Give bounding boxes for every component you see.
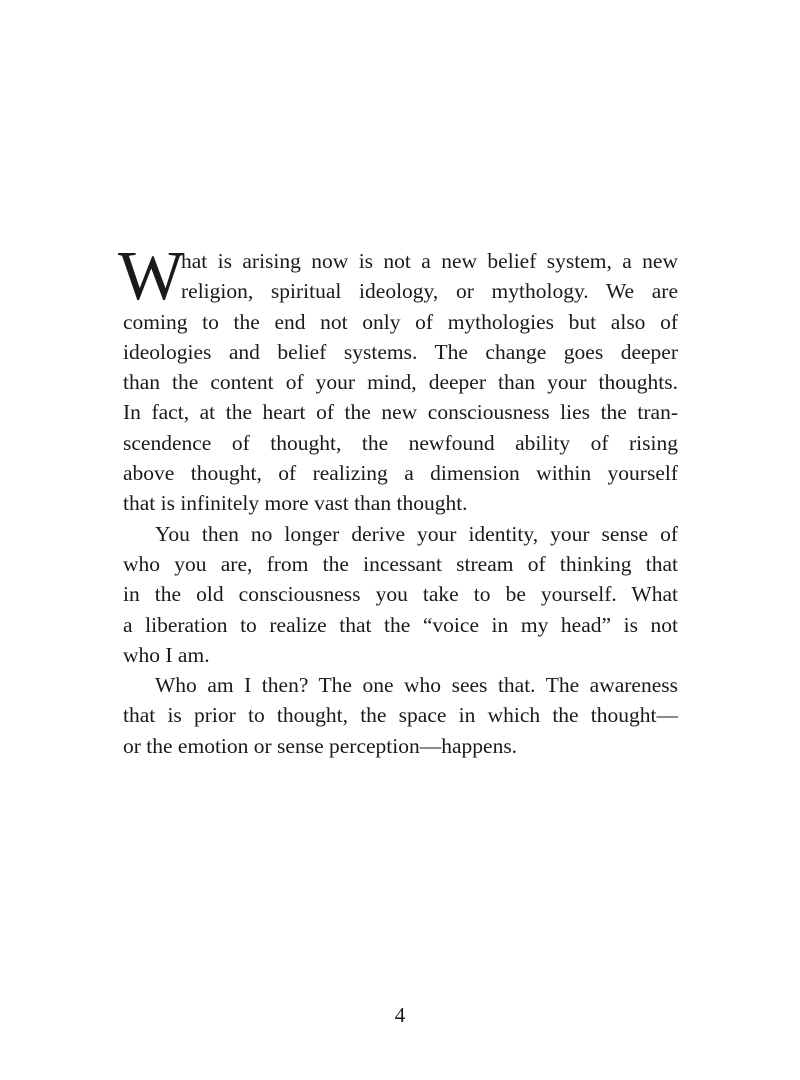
text-line: scendence of thought, the newfound ability of rising: [123, 430, 678, 455]
text-line: that is prior to thought, the space in which the thought—: [123, 703, 678, 728]
text-line: ideologies and belief systems. The change goes deeper: [123, 339, 678, 364]
text-line: or the emotion or sense perception—happens.: [123, 733, 518, 758]
text-line: above thought, of realizing a dimension within yourself: [123, 461, 678, 486]
page-number: 4: [394, 1003, 406, 1027]
text-line: Who am I then? The one who sees that. The awareness: [155, 673, 678, 698]
text-line: In fact, at the heart of the new consciousness lies the tran-: [123, 400, 678, 425]
paragraph-1: [123, 246, 678, 519]
text-line: who you are, from the incessant stream of thinking that: [123, 551, 678, 576]
text-line: that is infinitely more vast than thought.: [123, 491, 468, 516]
text-line: coming to the end not only of mythologies but also of: [123, 309, 678, 334]
text-line: in the old consciousness you take to be yourself. What: [123, 582, 678, 607]
text-line: hat is arising now is not a new belief system, a new: [181, 249, 678, 273]
drop-cap: W: [118, 238, 185, 315]
text-line: than the content of your mind, deeper than your thoughts.: [123, 370, 678, 395]
paragraph-2: [123, 519, 678, 670]
paragraph-3: [123, 670, 678, 761]
text-line: religion, spiritual ideology, or mythology. We are: [181, 279, 678, 304]
body-text: [118, 238, 678, 761]
text-line: who I am.: [123, 642, 210, 667]
text-line: You then no longer derive your identity, your sense of: [155, 521, 678, 546]
text-line: a liberation to realize that the “voice in my head” is not: [123, 612, 678, 637]
